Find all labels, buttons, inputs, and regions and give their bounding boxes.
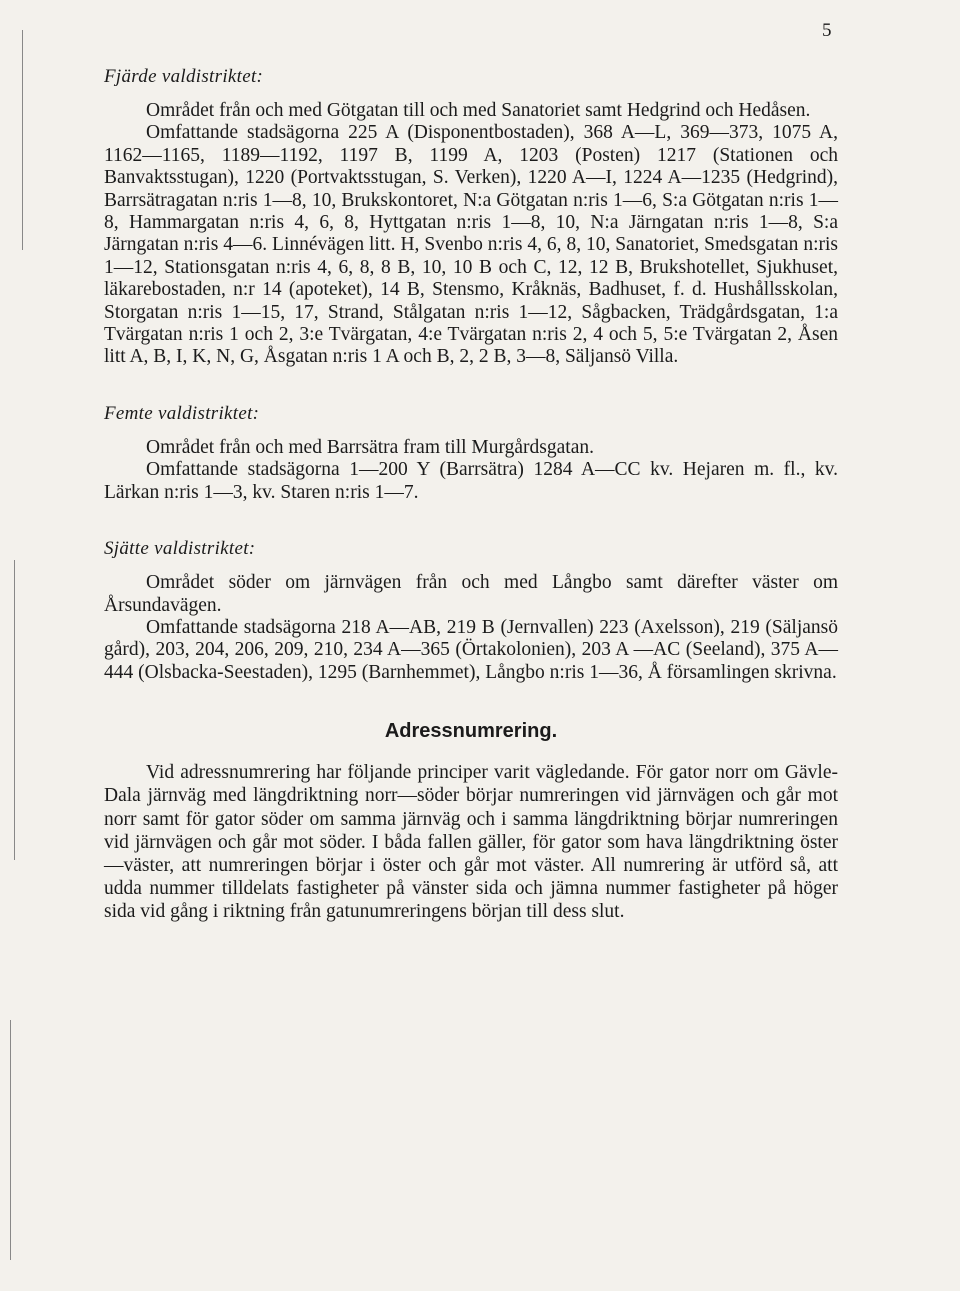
section-heading: Adressnumrering. bbox=[384, 720, 558, 743]
district-5 bbox=[104, 403, 838, 504]
district-heading: Femte valdistriktet: bbox=[104, 402, 260, 424]
scan-edge-marks bbox=[0, 0, 70, 1291]
district-area-paragraph: Området från och med Barrsätra fram till Murgårdsgatan. bbox=[146, 436, 594, 458]
page-content bbox=[104, 66, 838, 924]
district-properties-paragraph: Omfattande stadsägorna 218 A—AB, 219 B (Jernvallen) 223 (Axelsson), 219 (Säljansö gård), 203, 204, 206, 209, 210, 234 A—365 (Örtakolonien), 203 A —AC (Seeland), 375 A—444 (Olsbacka-Seestaden), 1295 (Barnhemmet), Långbo n:ris 1—36, Å församlingen skrivna. bbox=[104, 616, 838, 683]
district-properties-paragraph: Omfattande stadsägorna 1—200 Y (Barrsätra) 1284 A—CC kv. Hejaren m. fl., kv. Lärkan n:ris 1—3, kv. Staren n:ris 1—7. bbox=[104, 459, 838, 503]
district-heading: Sjätte valdistriktet: bbox=[104, 538, 256, 560]
page-number: 5 bbox=[822, 20, 832, 41]
district-6 bbox=[104, 538, 838, 684]
district-area-paragraph: Området söder om järnvägen från och med Långbo samt därefter väster om Årsundavägen. bbox=[104, 572, 838, 616]
district-properties-paragraph: Omfattande stadsägorna 225 A (Disponentbostaden), 368 A—L, 369—373, 1075 A, 1162—1165, 1189—1192, 1197 B, 1199 A, 1203 (Posten) 1217 (Stationen och Banvaktsstugan), 1220 (Portvaktsstugan, S. Verken), 1220 A—I, 1224 A—1235 (Hedgrind), Barrsätragatan n:ris 1—8, 10, Brukskontoret, N:a Götgatan n:ris 1—6, S:a Götgatan n:ris 1—8, Hammargatan n:ris 4, 6, 8, Hyttgatan n:ris 1—8, 10, N:a Järngatan n:ris 1—8, S:a Järngatan n:ris 4—6. Linnévägen litt. H, Svenbo n:ris 4, 6, 8, 10, Sanatoriet, Smedsgatan n:ris 1—12, Stationsgatan n:ris 4, 6, 8, 8 B, 10, 10 B och C, 12, 12 B, Brukshotellet, Sjukhuset, läkarebostaden, n:r 14 (apoteket), 14 B, Stensmo, Kråknäs, Badhuset, f. d. Hushållsskolan, Storgatan n:ris 1—15, 17, Strand, Stålgatan n:ris 1—12, Sågbacken, Trädgårdsgatan, 1:a Tvärgatan n:ris 1 och 2, 3:e Tvärgatan, 4:e Tvärgatan n:ris 2, 4 och 5, 5:e Tvärgatan 2, Åsen litt A, B, I, K, N, G, Åsgatan n:ris 1 A och B, 2, 2 B, 3—8, Säljansö Villa. bbox=[104, 122, 838, 368]
address-numbering-section bbox=[104, 720, 838, 923]
address-numbering-paragraph: Vid adressnumrering har följande principer varit vägledande. För gator norr om Gävle-Dala järnväg med längdriktning norr—söder börjar numreringen vid järnvägen och går mot norr samt för gator söder om samma järnväg och i samma längdriktning börjar numreringen vid järnvägen och går mot söder. I båda fallen gäller, för gator som hava längdriktning öster—väster, att numreringen börjar i öster och går mot väster. All numrering är utförd så, att udda nummer tilldelats fastigheter på vänster sida och jämna nummer fastigheter på höger sida vid gång i riktning från gatunumreringens början till dess slut. bbox=[104, 762, 838, 923]
district-area-paragraph: Området från och med Götgatan till och med Sanatoriet samt Hedgrind och Hedåsen. bbox=[146, 100, 811, 121]
district-4 bbox=[104, 66, 838, 369]
district-heading: Fjärde valdistriktet: bbox=[104, 66, 264, 87]
